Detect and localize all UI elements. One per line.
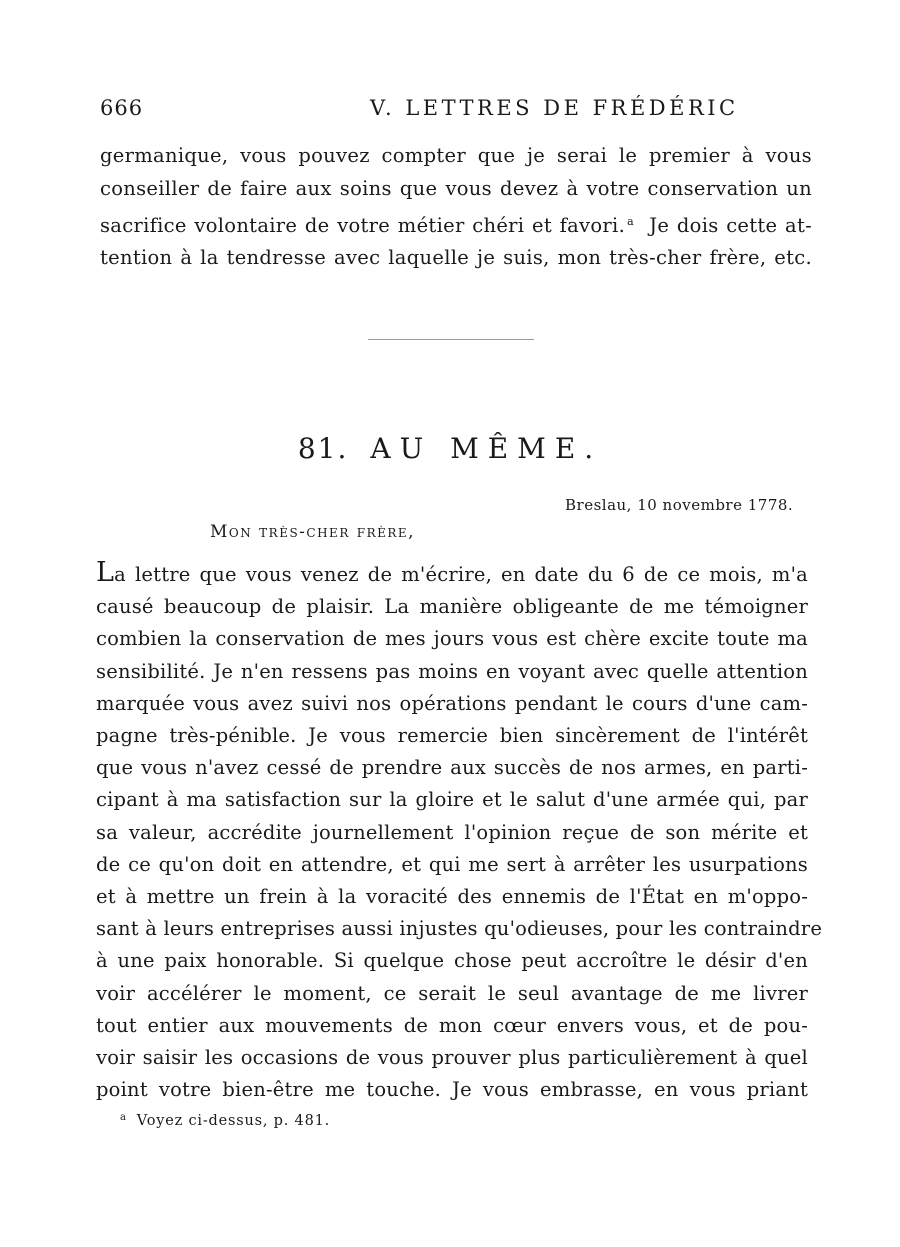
section-divider [368,339,534,340]
text-segment: a lettre que vous venez de m'écrire, en date du 6 de ce mois, m'a [114,563,808,586]
text-line: tention à la tendresse avec laquelle je suis, mon très-cher frère, etc. [100,246,812,270]
text-line: marquée vous avez suivi nos opérations pendant le cours d'une cam- [96,691,808,715]
text-line: et à mettre un frein à la voracité des ennemis de l'État en m'oppo- [96,885,808,909]
text-line: à une paix honorable. Si quelque chose peut accroître le désir d'en [96,949,808,973]
initial-letter: L [96,557,115,588]
page-number: 666 [100,96,144,120]
text-line: cipant à ma satisfaction sur la gloire et le salut d'une armée qui, par [96,788,808,812]
text-line [100,206,812,243]
dateline: Breslau, 10 novembre 1778. [565,496,794,514]
text-line: conseiller de faire aux soins que vous devez à votre conservation un [100,176,812,200]
text-line: voir accélérer le moment, ce serait le seul avantage de me livrer [96,981,808,1005]
text-line: voir saisir les occasions de vous prouver plus particulièrement à quel [96,1046,808,1070]
letter-title: AU MÊME. [370,432,603,465]
salutation: Mon très-cher frère, [210,522,416,542]
footnote [120,1112,330,1129]
footnote-letter: a [120,1112,127,1123]
text-line: pagne très-pénible. Je vous remercie bien sincèrement de l'intérêt [96,724,808,748]
footnote-text: Voyez ci-dessus, p. 481. [136,1113,331,1129]
text-line: germanique, vous pouvez compter que je serai le premier à vous [100,144,812,167]
text-line: combien la conservation de mes jours vous est chère excite toute ma [96,627,808,651]
text-line [96,559,808,591]
text-segment: Je dois cette at- [649,213,813,237]
footnote-marker: a [627,214,634,228]
running-title: V. LETTRES DE FRÉDÉRIC [370,96,739,120]
letter-number: 81. [297,432,349,465]
text-line: de ce qu'on doit en attendre, et qui me sert à arrêter les usurpations [96,852,808,876]
text-line: sensibilité. Je n'en ressens pas moins en voyant avec quelle attention [96,659,808,683]
letter-body [96,557,823,1106]
text-line: que vous n'avez cessé de prendre aux succès de nos armes, en parti- [96,756,808,780]
text-segment: sacrifice volontaire de votre métier chéri et favori. [100,213,626,237]
text-line: causé beaucoup de plaisir. La manière obligeante de me témoigner [96,595,808,619]
continued-paragraph [100,140,812,275]
text-line: sa valeur, accrédite journellement l'opinion reçue de son mérite et [96,820,808,844]
text-line: sant à leurs entreprises aussi injustes qu'odieuses, pour les contraindre [96,917,823,941]
text-line: tout entier aux mouvements de mon cœur envers vous, et de pou- [96,1013,808,1037]
text-line: point votre bien-être me touche. Je vous embrasse, en vous priant [96,1078,808,1102]
page-header [100,96,810,130]
letter-heading [0,432,900,465]
